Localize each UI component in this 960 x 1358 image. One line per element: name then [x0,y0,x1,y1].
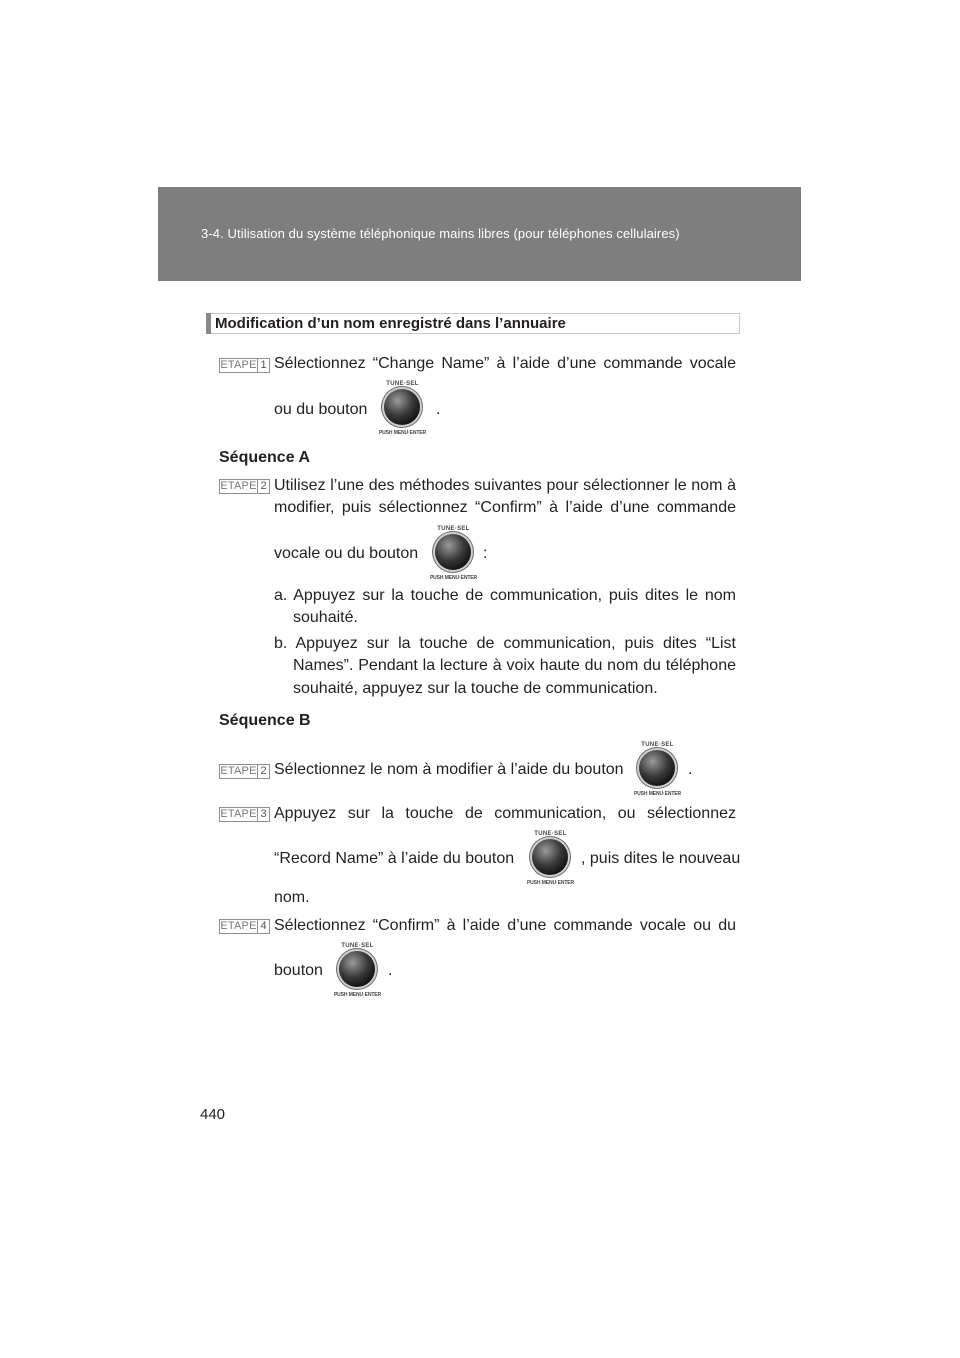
step3-line3: nom. [274,889,310,906]
knob-dial [639,750,675,786]
knob-bottom-label: PUSH MENU·ENTER [633,791,682,797]
step-badge-word: ETAPE [220,765,257,777]
tune-sel-knob-icon [328,943,387,998]
step2b-line1-pre: Sélectionnez le nom à modifier à l’aide du bouton [274,761,624,778]
step-badge-word: ETAPE [220,920,257,932]
item-b-line3: souhaité, appuyez sur la touche de communication. [293,680,658,697]
knob-dial [384,389,420,425]
step-badge-4 [219,919,270,934]
page-number: 440 [200,1106,226,1123]
step2a-line3-post: : [483,545,488,562]
step4-line1: Sélectionnez “Confirm” à l’aide d’une commande vocale ou du [274,917,736,934]
knob-dial [339,951,375,987]
step-badge-word: ETAPE [220,359,257,371]
step2a-line1: Utilisez l’une des méthodes suivantes pour sélectionner le nom à [274,477,736,494]
step-badge-number: 1 [260,359,267,371]
step3-line1: Appuyez sur la touche de communication, ou sélectionnez [274,805,736,822]
step4-line2-pre: bouton [274,962,323,979]
item-a-line1: a. Appuyez sur la touche de communication, puis dites le nom [274,587,736,604]
step4-line2-post: . [388,962,393,979]
tune-sel-knob-icon [521,831,580,886]
item-a-line2: souhaité. [293,609,358,626]
chapter-header [158,187,801,281]
section-title: Modification d’un nom enregistré dans l’annuaire [215,315,566,332]
step-badge-word: ETAPE [220,480,257,492]
step3-line2-post: , puis dites le nouveau [581,850,741,867]
tune-sel-knob-icon [424,526,483,581]
section-accent [206,313,211,334]
sequence-b-heading: Séquence B [219,712,311,729]
step1-line1: Sélectionnez “Change Name” à l’aide d’une commande vocale [274,355,736,372]
item-b-line2: Names”. Pendant la lecture à voix haute du nom du téléphone [293,657,736,674]
knob-dial [435,534,471,570]
section-title-bar [206,313,740,334]
step-badge-1 [219,358,270,373]
step2b-line1-post: . [688,761,693,778]
step-badge-number: 2 [260,480,267,492]
step-badge-number: 2 [260,765,267,777]
knob-top-label: TUNE·SEL [534,831,567,837]
knob-top-label: TUNE·SEL [386,381,419,387]
tune-sel-knob-icon [628,742,687,797]
tune-sel-knob-icon [373,381,432,436]
knob-bottom-label: PUSH MENU·ENTER [429,575,478,581]
step-badge-2a [219,479,270,494]
sequence-a-heading: Séquence A [219,449,310,466]
knob-bottom-label: PUSH MENU·ENTER [378,430,427,436]
step2a-line2: modifier, puis sélectionnez “Confirm” à l’aide d’une commande [274,499,736,516]
knob-bottom-label: PUSH MENU·ENTER [333,992,382,998]
step-badge-3 [219,807,270,822]
chapter-title: 3-4. Utilisation du système téléphonique mains libres (pour téléphones cellulaires) [201,226,680,241]
knob-top-label: TUNE·SEL [341,943,374,949]
step2a-line3-pre: vocale ou du bouton [274,545,419,562]
knob-top-label: TUNE·SEL [641,742,674,748]
knob-dial [532,839,568,875]
item-b-line1: b. Appuyez sur la touche de communication, puis dites “List [274,635,736,652]
step-badge-word: ETAPE [220,808,257,820]
knob-top-label: TUNE·SEL [437,526,470,532]
step-badge-number: 3 [260,808,267,820]
step3-line2-pre: “Record Name” à l’aide du bouton [274,850,515,867]
knob-bottom-label: PUSH MENU·ENTER [526,880,575,886]
step-badge-2b [219,764,270,779]
step-badge-number: 4 [260,920,267,932]
step1-line2-pre: ou du bouton [274,401,368,418]
step1-line2-post: . [436,401,441,418]
